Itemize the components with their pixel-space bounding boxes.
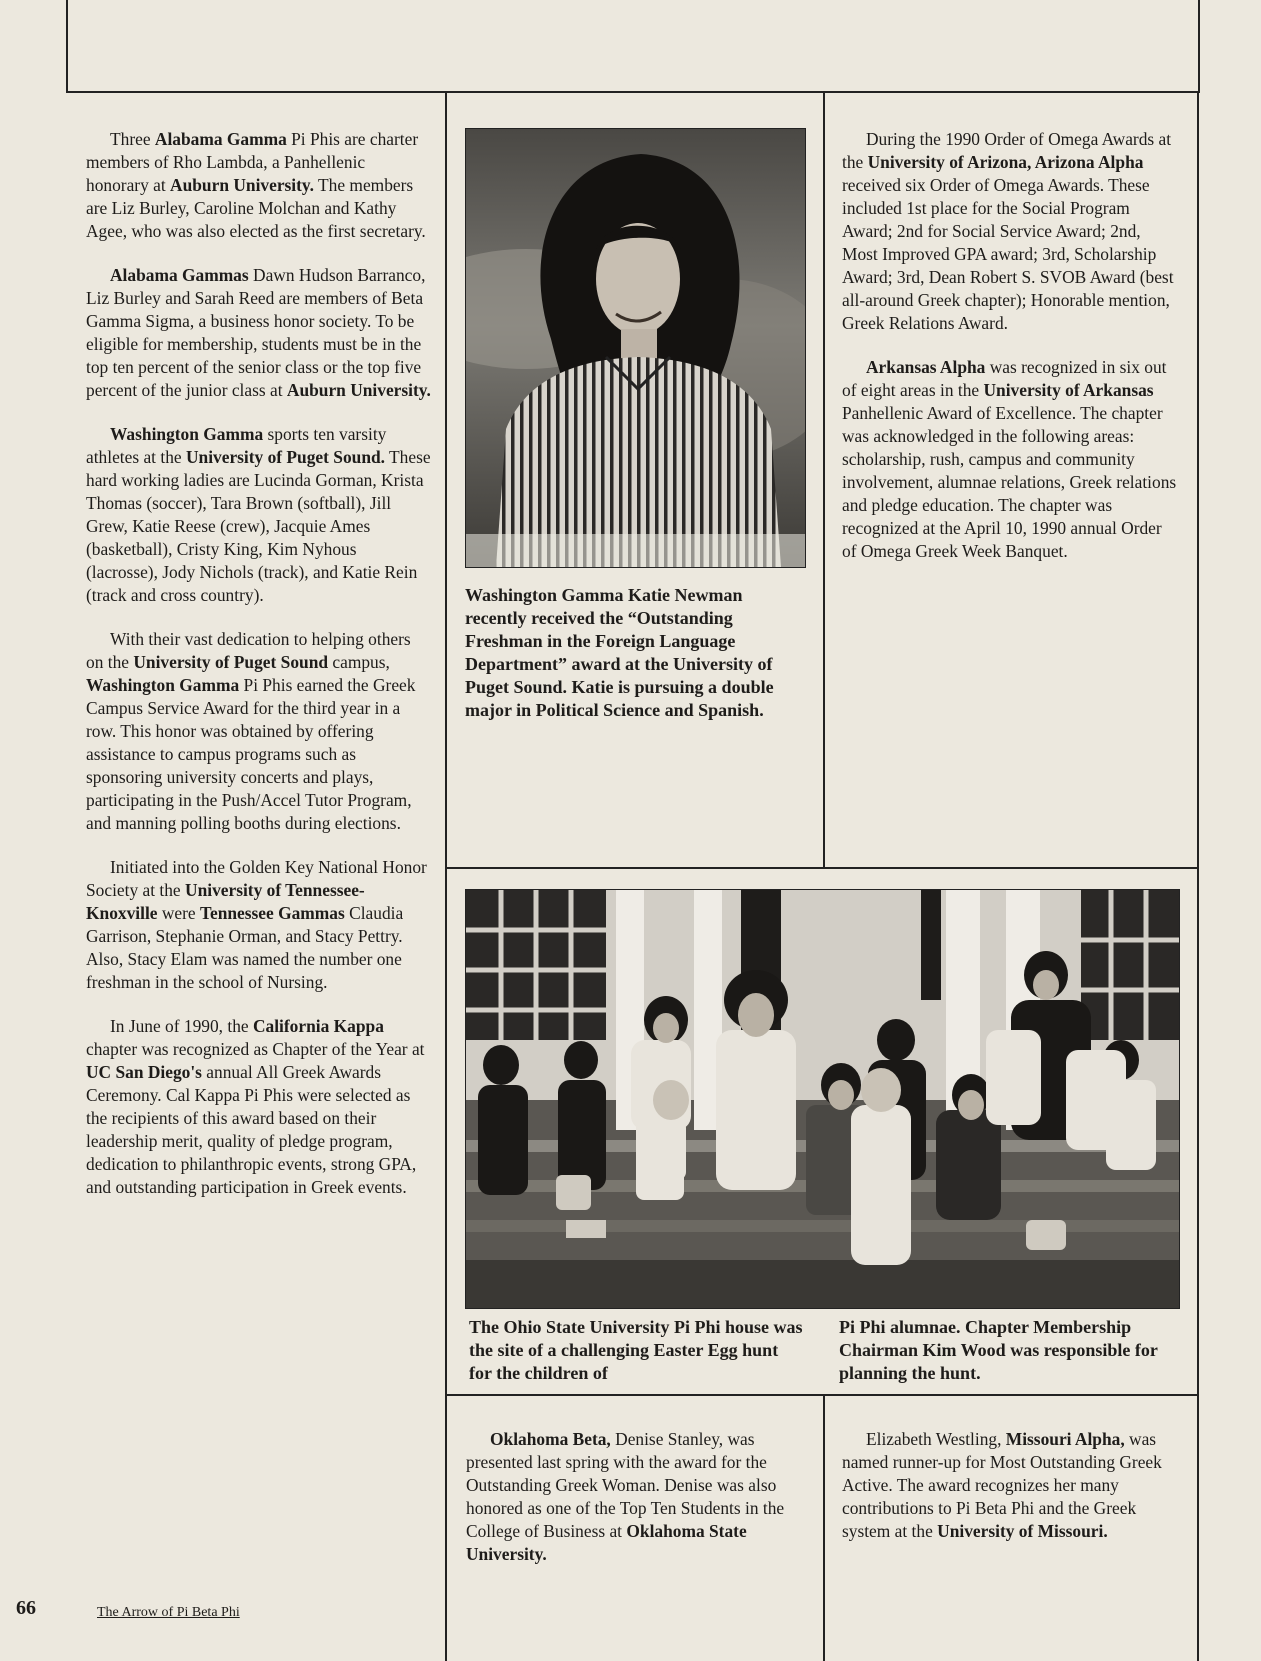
text-run: Panhellenic Award of Excellence. The chapter was acknowledged in the following areas: scholarship, rush, campus and community involvement, alumnae relations, Greek relations and pledge education. The chapter was recognized at the April 10, 1990 annual Order of Omega Greek Week Banquet. xyxy=(842,403,1177,561)
bold-name: Oklahoma Beta, xyxy=(490,1429,611,1449)
col1-paragraph-4 xyxy=(86,856,432,994)
col2_bottom-paragraph-0 xyxy=(466,1428,808,1566)
bold-name: California Kappa xyxy=(252,1016,384,1036)
group-photo-caption-left: The Ohio State University Pi Phi house was the site of a challenging Easter Egg hunt for the children of xyxy=(469,1317,803,1383)
text-run: campus, xyxy=(328,652,390,672)
col1-paragraph-2 xyxy=(86,423,432,607)
text-run: Pi Phis earned the Greek Campus Service Award for the third year in a row. This honor was obtained by offering assistance to campus programs such as sponsoring university concerts and plays, participating in the Push/Accel Tutor Program, and manning polling booths during elections. xyxy=(86,675,416,833)
text-run: was recognized in six out of eight areas in the xyxy=(842,357,1167,400)
right-column-text xyxy=(842,128,1180,584)
col3-paragraph-1 xyxy=(842,356,1180,563)
col1-paragraph-3 xyxy=(86,628,432,835)
bold-name: Tennessee Gammas xyxy=(199,903,345,923)
text-run: Denise Stanley, was presented last spring with the award for the Outstanding Greek Woman. Denise was also honored as one of the Top Ten Students in the College of Business at xyxy=(466,1429,785,1541)
running-footer: The Arrow of Pi Beta Phi xyxy=(97,1605,240,1620)
photo-band-top-rule xyxy=(445,867,1199,869)
text-run: received six Order of Omega Awards. These included 1st place for the Social Program Award; 2nd for Social Service Award; 2nd, Most Improved GPA award; 3rd, Scholarship Award; 3rd, Dean Robert S. SVOB Award (best all-around Greek chapter); Honorable mention, Greek Relations Award. xyxy=(842,175,1174,333)
left-column-text xyxy=(86,128,432,1220)
bold-name: Missouri Alpha, xyxy=(1005,1429,1125,1449)
bold-name: Alabama Gamma xyxy=(154,129,287,149)
text-run: During the 1990 Order of Omega Awards at the xyxy=(842,129,1172,172)
photo-band-bottom-rule xyxy=(445,1394,1199,1396)
right-edge-rule xyxy=(1198,0,1200,93)
missouri-alpha-text xyxy=(842,1428,1180,1564)
bold-name: Auburn University. xyxy=(170,175,315,195)
text-run: were xyxy=(157,903,200,923)
text-run: The members are Liz Burley, Caroline Molchan and Kathy Agee, who was also elected as the first secretary. xyxy=(86,175,426,241)
text-run: was named runner-up for Most Outstanding Greek Active. The award recognizes her many contributions to Pi Beta Phi and the Greek system at the xyxy=(842,1429,1162,1541)
text-run: Initiated into the Golden Key National Honor Society at the xyxy=(86,857,427,900)
bold-name: University of Tennessee-Knoxville xyxy=(86,880,365,923)
text-run: Three xyxy=(110,129,155,149)
bold-name: University of Arkansas xyxy=(983,380,1154,400)
col1-paragraph-1 xyxy=(86,264,432,402)
text-run: sports ten varsity athletes at the xyxy=(86,424,387,467)
bold-name: University of Arizona, Arizona Alpha xyxy=(867,152,1144,172)
group-photo xyxy=(465,889,1180,1309)
text-run: Elizabeth Westling, xyxy=(866,1429,1006,1449)
bold-name: Washington Gamma xyxy=(86,675,240,695)
right-column-rule xyxy=(1197,91,1199,1661)
bold-name: University of Puget Sound xyxy=(133,652,329,672)
portrait-caption: Washington Gamma Katie Newman recently received the “Outstanding Freshman in the Foreign Language Department” award at the University of Puget Sound. Katie is pursuing a double major in Political Science and Spanish. xyxy=(465,585,774,720)
bold-name: University of Missouri. xyxy=(937,1521,1108,1541)
bold-name: Arkansas Alpha xyxy=(866,357,986,377)
text-run: chapter was recognized as Chapter of the Year at xyxy=(86,1039,425,1059)
text-run: With their vast dedication to helping others on the xyxy=(86,629,411,672)
top-rule xyxy=(66,91,1199,93)
col1-paragraph-5 xyxy=(86,1015,432,1199)
bold-name: Washington Gamma xyxy=(110,424,264,444)
portrait-photo xyxy=(465,128,806,568)
left-edge-rule xyxy=(66,0,68,93)
oklahoma-beta-text xyxy=(466,1428,808,1587)
text-run: annual All Greek Awards Ceremony. Cal Kappa Pi Phis were selected as the recipients of this award based on their leadership merit, quality of pledge program, dedication to philanthropic events, strong GPA, and outstanding participation in Greek events. xyxy=(86,1062,417,1197)
bold-name: University of Puget Sound. xyxy=(185,447,386,467)
column-divider-1 xyxy=(445,91,447,1661)
bold-name: Auburn University. xyxy=(286,380,431,400)
col1-paragraph-0 xyxy=(86,128,432,243)
text-run: Dawn Hudson Barranco, Liz Burley and Sarah Reed are members of Beta Gamma Sigma, a business honor society. To be eligible for membership, students must be in the top ten percent of the senior class or the top five percent of the junior class at xyxy=(86,265,426,400)
col3-paragraph-0 xyxy=(842,128,1180,335)
text-run: Pi Phis are charter members of Rho Lambda, a Panhellenic honorary at xyxy=(86,129,419,195)
text-run: Claudia Garrison, Stephanie Orman, and Stacy Pettry. Also, Stacy Elam was named the number one freshman in the school of Nursing. xyxy=(86,903,404,992)
group-photo-caption-right: Pi Phi alumnae. Chapter Membership Chairman Kim Wood was responsible for planning the hunt. xyxy=(839,1317,1158,1383)
column-divider-2-lower xyxy=(823,1394,825,1661)
bold-name: Alabama Gammas xyxy=(110,265,249,285)
text-run: These hard working ladies are Lucinda Gorman, Krista Thomas (soccer), Tara Brown (softball), Jill Grew, Katie Reese (crew), Jacquie Ames (basketball), Cristy King, Kim Nyhous (lacrosse), Jody Nichols (track), and Katie Rein (track and cross country). xyxy=(86,447,431,605)
column-divider-2-upper xyxy=(823,91,825,869)
page-number: 66 xyxy=(16,1597,36,1619)
text-run: In June of 1990, the xyxy=(110,1016,253,1036)
bold-name: Oklahoma State University. xyxy=(466,1521,747,1564)
col3_bottom-paragraph-0 xyxy=(842,1428,1180,1543)
bold-name: UC San Diego's xyxy=(86,1062,202,1082)
